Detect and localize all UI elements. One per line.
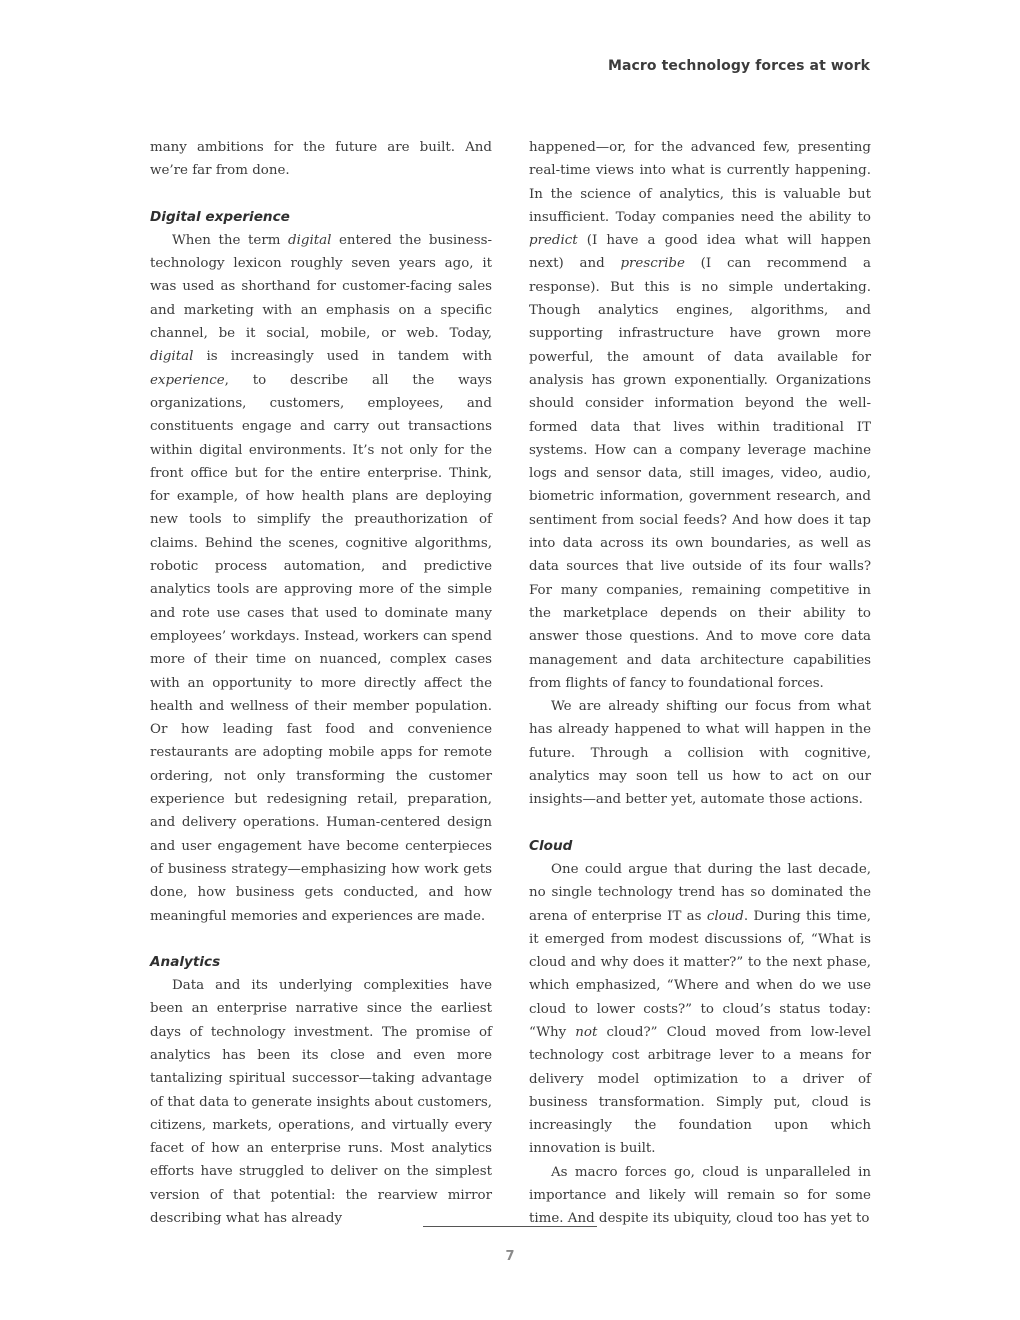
right-column xyxy=(529,136,871,1231)
section-heading-analytics: Analytics xyxy=(150,953,221,970)
left-column xyxy=(150,136,492,1230)
cloud-paragraph-1: One could argue that during the last decade, no single technology trend has so dominated the arena of enterprise IT as cloud. During this time, it emerged from modest discussions of, “What is cloud and why does it matter?” to the next phase, which emphasized, “Where and when do we use cloud to lower costs?” to cloud’s status today: “Why not cloud?” Cloud moved from low-level technology cost arbitrage lever to a means for delivery model optimization to a driver of business transformation. Simply put, cloud is increasingly the foundation upon which innovation is built. xyxy=(529,861,871,1157)
digital-experience-paragraph: When the term digital entered the business-technology lexicon roughly seven years ago, it was used as shorthand for customer-facing sales and marketing with an emphasis on a specific channel, be it social, mobile, or web. Today, digital is increasingly used in tandem with experience, to describe all the ways organizations, customers, employees, and constituents engage and carry out transactions within digital environments. It’s not only for the front office but for the entire enterprise. Think, for example, of how health plans are deploying new tools to simplify the preauthorization of claims. Behind the scenes, cognitive algorithms, robotic process automation, and predictive analytics tools are approving more of the simple and rote use cases that used to dominate many employees’ workdays. Instead, workers can spend more of their time on nuanced, complex cases with an opportunity to more directly affect the health and wellness of their member population. Or how leading fast food and convenience restaurants are adopting mobile apps for remote ordering, not only transforming the customer experience but redesigning retail, preparation, and delivery operations. Human-centered design and user engagement have become centerpieces of business strategy—emphasizing how work gets done, how business gets conducted, and how meaningful memories and experiences are made. xyxy=(150,232,492,924)
running-header-title: Macro technology forces at work xyxy=(607,58,870,74)
section-heading-digital-experience: Digital experience xyxy=(150,208,290,225)
page-number: 7 xyxy=(505,1249,515,1264)
analytics-paragraph-continued: happened—or, for the advanced few, presenting real-time views into what is currently happening. In the science of analytics, this is valuable but insufficient. Today companies need the ability to predict (I have a good idea what will happen next) and prescribe (I can recommend a response). But this is no simple undertaking. Though analytics engines, algorithms, and supporting infrastructure have grown more powerful, the amount of data available for analysis has grown exponentially. Organizations should consider information beyond the well-formed data that lives within traditional IT systems. How can a company leverage machine logs and sensor data, still images, video, audio, biometric information, government research, and sentiment from social feeds? And how does it tap into data across its own boundaries, as well as data sources that live outside of its four walls? For many companies, remaining competitive in the marketplace depends on their ability to answer those questions. And to move core data management and data architecture capabilities from flights of fancy to foundational forces. xyxy=(529,140,871,691)
analytics-paragraph-2: We are already shifting our focus from what has already happened to what will happen in the future. Through a collision with cognitive, analytics may soon tell us how to act on our insights—and better yet, automate those actions. xyxy=(529,699,871,808)
section-heading-cloud: Cloud xyxy=(529,837,573,854)
analytics-paragraph: Data and its underlying complexities have been an enterprise narrative since the earliest days of technology investment. The promise of analytics has been its close and even more tantalizing spiritual successor—taking advantage of that data to generate insights about customers, citizens, markets, operations, and virtually every facet of how an enterprise runs. Most analytics efforts have struggled to deliver on the simplest version of that potential: the rearview mirror describing what has already xyxy=(150,978,492,1227)
footer-divider xyxy=(423,1226,597,1227)
cloud-paragraph-2: As macro forces go, cloud is unparalleled in importance and likely will remain so for some time. And despite its ubiquity, cloud too has yet to xyxy=(529,1164,871,1227)
intro-paragraph-tail: many ambitions for the future are built. And we’re far from done. xyxy=(150,140,492,179)
